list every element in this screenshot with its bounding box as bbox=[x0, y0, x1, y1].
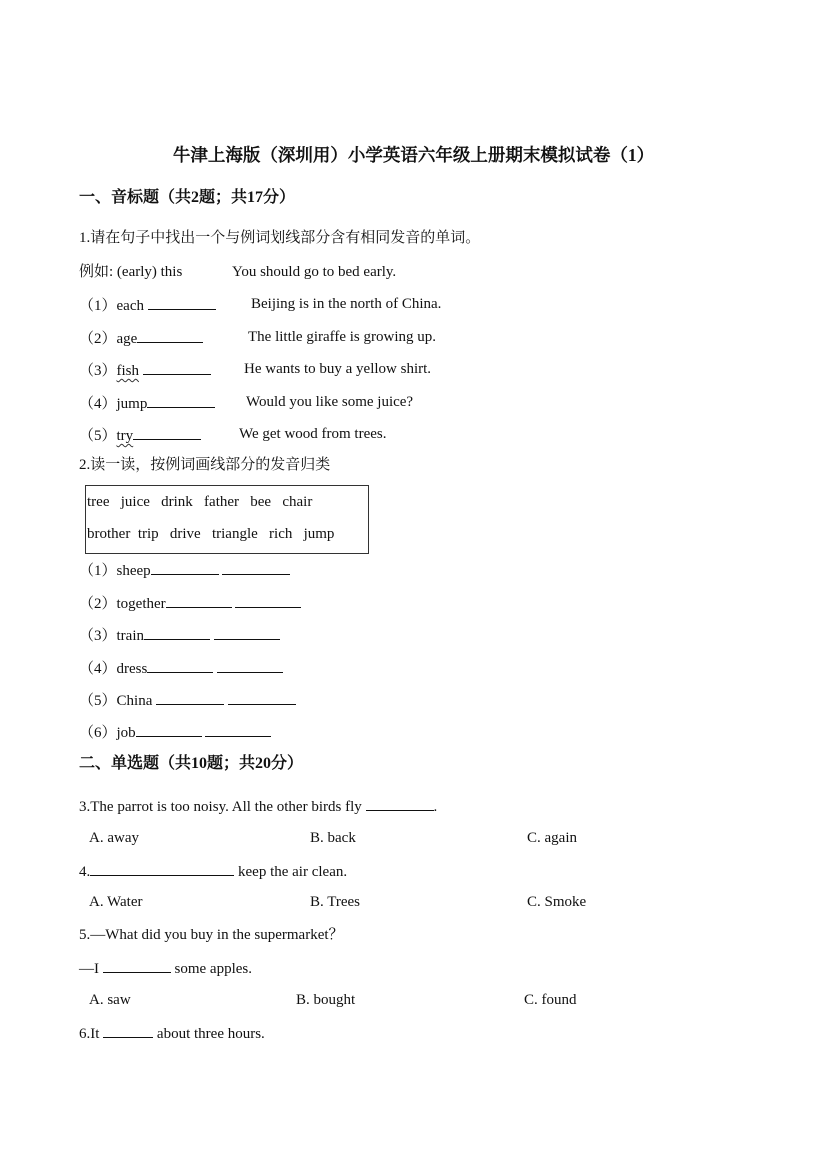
q3-stem-end: . bbox=[433, 799, 438, 815]
q5-line-2-start: —I bbox=[79, 961, 103, 977]
q1-example bbox=[79, 263, 182, 281]
item-word: dress bbox=[116, 661, 148, 677]
q5-line-2 bbox=[79, 958, 252, 978]
q1-item-4-sentence: Would you like some juice? bbox=[246, 394, 414, 410]
answer-blank[interactable] bbox=[205, 722, 271, 737]
answer-blank[interactable] bbox=[217, 658, 283, 673]
q1-item-1-sentence: Beijing is in the north of China. bbox=[251, 296, 442, 312]
item-word: sheep bbox=[116, 563, 151, 579]
q1-item-5 bbox=[79, 425, 201, 445]
q2-item-2 bbox=[79, 593, 301, 613]
answer-blank[interactable] bbox=[137, 328, 203, 343]
q4-stem-text: keep the air clean. bbox=[234, 864, 348, 880]
q6-stem-start: 6.It bbox=[79, 1026, 104, 1042]
answer-blank[interactable] bbox=[143, 360, 211, 375]
example-sentence: You should go to bed early. bbox=[232, 264, 397, 280]
q1-item-3-sentence: He wants to buy a yellow shirt. bbox=[244, 361, 432, 377]
example-word: (early) this bbox=[116, 264, 183, 280]
answer-blank[interactable] bbox=[144, 625, 210, 640]
section-1-heading: 一、音标题（共2题；共17分） bbox=[79, 189, 296, 206]
q3-option-b[interactable]: B. back bbox=[310, 830, 356, 846]
answer-blank[interactable] bbox=[214, 625, 280, 640]
item-number: （1） bbox=[79, 563, 117, 579]
answer-blank[interactable] bbox=[103, 958, 171, 973]
answer-blank[interactable] bbox=[103, 1023, 153, 1038]
q3-option-c[interactable]: C. again bbox=[527, 830, 577, 846]
answer-blank[interactable] bbox=[147, 393, 215, 408]
answer-blank[interactable] bbox=[166, 593, 232, 608]
q1-prompt: 1.请在句子中找出一个与例词划线部分含有相同发音的单词。 bbox=[79, 230, 481, 246]
item-number: （4） bbox=[79, 396, 117, 412]
q2-prompt: 2.读一读，按例词画线部分的发音归类 bbox=[79, 457, 331, 473]
answer-blank[interactable] bbox=[151, 560, 219, 575]
item-word: together bbox=[116, 596, 166, 612]
item-number: （3） bbox=[79, 628, 117, 644]
answer-blank[interactable] bbox=[366, 796, 434, 811]
item-number: （2） bbox=[79, 331, 117, 347]
answer-blank[interactable] bbox=[222, 560, 290, 575]
q1-item-4 bbox=[79, 393, 215, 413]
q5-line-2-end: some apples. bbox=[170, 961, 252, 977]
answer-blank[interactable] bbox=[156, 690, 224, 705]
q6-stem-end: about three hours. bbox=[153, 1026, 265, 1042]
q4-stem-number: 4. bbox=[79, 864, 91, 880]
example-label: 例如: bbox=[79, 264, 117, 280]
answer-blank[interactable] bbox=[148, 295, 216, 310]
item-number: （4） bbox=[79, 661, 117, 677]
q5-option-b[interactable]: B. bought bbox=[296, 992, 356, 1008]
q2-item-6 bbox=[79, 722, 271, 742]
answer-blank[interactable] bbox=[136, 722, 202, 737]
item-word: job bbox=[116, 725, 136, 741]
q4-option-b[interactable]: B. Trees bbox=[310, 894, 361, 910]
q2-item-1 bbox=[79, 560, 290, 580]
q1-item-2-sentence: The little giraffe is growing up. bbox=[248, 329, 437, 345]
page-title: 牛津上海版（深圳用）小学英语六年级上册期末模拟试卷（1） bbox=[172, 145, 655, 165]
item-number: （1） bbox=[79, 298, 117, 314]
item-word: age bbox=[116, 331, 138, 347]
answer-blank[interactable] bbox=[147, 658, 213, 673]
answer-blank[interactable] bbox=[90, 861, 234, 876]
q5-option-c[interactable]: C. found bbox=[524, 992, 577, 1008]
q2-item-3 bbox=[79, 625, 280, 645]
item-word: jump bbox=[116, 396, 148, 412]
answer-blank[interactable] bbox=[133, 425, 201, 440]
q3-stem-text: 3.The parrot is too noisy. All the other birds fly bbox=[79, 799, 366, 815]
word-box-row-1: tree juice drink father bee chair bbox=[87, 494, 313, 510]
q3-option-a[interactable]: A. away bbox=[89, 830, 139, 846]
q1-item-5-sentence: We get wood from trees. bbox=[239, 426, 387, 442]
item-word: try bbox=[116, 428, 134, 444]
q2-item-5 bbox=[79, 690, 296, 710]
item-word: each bbox=[116, 298, 144, 314]
q4-stem bbox=[79, 861, 347, 881]
q1-item-2 bbox=[79, 328, 203, 348]
answer-blank[interactable] bbox=[228, 690, 296, 705]
item-number: （6） bbox=[79, 725, 117, 741]
q4-option-c[interactable]: C. Smoke bbox=[527, 894, 587, 910]
item-number: （3） bbox=[79, 363, 117, 379]
answer-blank[interactable] bbox=[235, 593, 301, 608]
q5-line-1: 5.—What did you buy in the supermarket？ bbox=[79, 927, 344, 943]
item-number: （5） bbox=[79, 428, 117, 444]
q5-option-a[interactable]: A. saw bbox=[89, 992, 131, 1008]
item-word: fish bbox=[116, 363, 140, 379]
q6-stem bbox=[79, 1023, 265, 1043]
q2-item-4 bbox=[79, 658, 283, 678]
item-word: train bbox=[116, 628, 145, 644]
q1-item-3 bbox=[79, 360, 211, 380]
item-number: （5） bbox=[79, 693, 117, 709]
q4-option-a[interactable]: A. Water bbox=[89, 894, 143, 910]
q3-stem bbox=[79, 796, 437, 816]
word-box-row-2: brother trip drive triangle rich jump bbox=[87, 526, 335, 542]
q1-item-1 bbox=[79, 295, 216, 315]
item-number: （2） bbox=[79, 596, 117, 612]
item-word: China bbox=[116, 693, 153, 709]
section-2-heading: 二、单选题（共10题；共20分） bbox=[79, 755, 304, 772]
